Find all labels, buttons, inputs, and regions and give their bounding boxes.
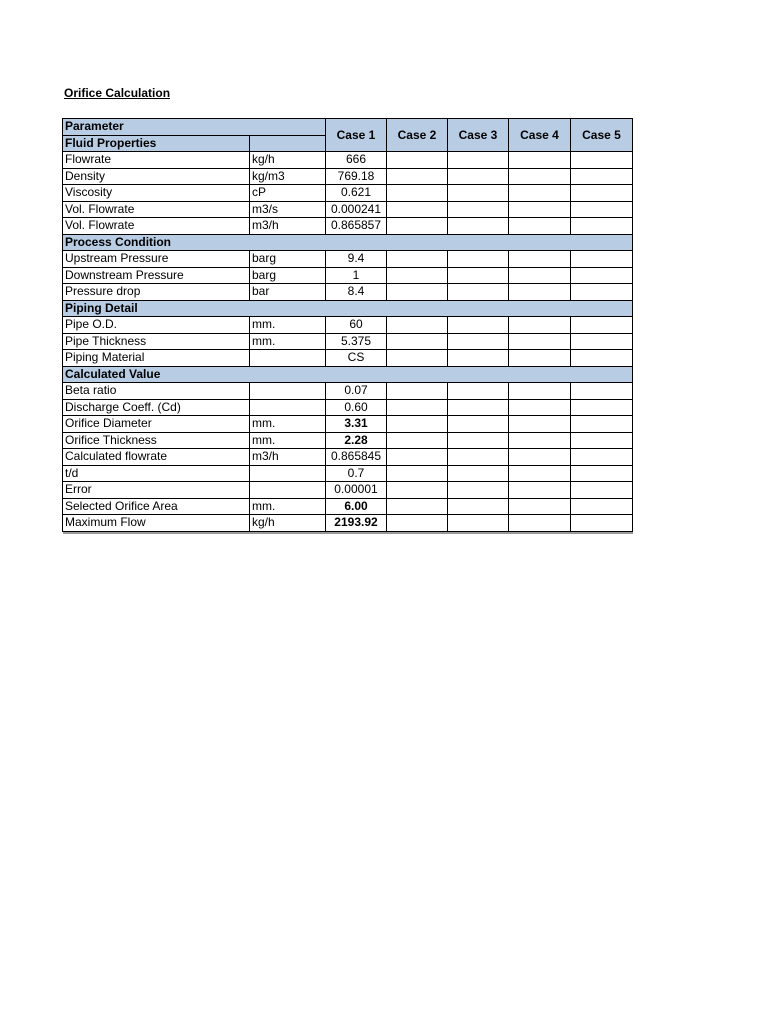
parameter-name: Piping Material (63, 350, 250, 367)
case-1-value: 666 (326, 152, 387, 169)
case-3-value (448, 383, 509, 400)
case-3-value (448, 350, 509, 367)
case-5-value (571, 350, 633, 367)
table-row (63, 333, 633, 350)
case-4-value (509, 333, 571, 350)
case-5-value (571, 449, 633, 466)
parameter-name: Vol. Flowrate (63, 218, 250, 235)
case-2-value (387, 168, 448, 185)
table-row (63, 515, 633, 532)
case-3-value (448, 416, 509, 433)
case-header-5: Case 5 (571, 119, 633, 152)
case-3-value (448, 152, 509, 169)
table-row (63, 432, 633, 449)
case-2-value (387, 432, 448, 449)
case-4-value (509, 317, 571, 334)
table-row (63, 449, 633, 466)
parameter-unit: mm. (250, 333, 326, 350)
case-5-value (571, 251, 633, 268)
case-2-value (387, 152, 448, 169)
case-3-value (448, 201, 509, 218)
case-3-value (448, 515, 509, 532)
parameter-unit: kg/m3 (250, 168, 326, 185)
table-row (63, 482, 633, 499)
case-4-value (509, 482, 571, 499)
case-3-value (448, 218, 509, 235)
case-1-value: 0.00001 (326, 482, 387, 499)
section-label: Fluid Properties (63, 135, 250, 152)
case-3-value (448, 267, 509, 284)
table-row (63, 399, 633, 416)
parameter-unit: kg/h (250, 515, 326, 532)
case-2-value (387, 201, 448, 218)
orifice-calculation-table (62, 118, 633, 532)
document-title: Orifice Calculation (64, 86, 171, 100)
case-1-value: 6.00 (326, 498, 387, 515)
case-4-value (509, 350, 571, 367)
case-3-value (448, 168, 509, 185)
parameter-name: Orifice Diameter (63, 416, 250, 433)
case-5-value (571, 399, 633, 416)
parameter-unit: bar (250, 284, 326, 301)
case-3-value (448, 465, 509, 482)
parameter-header: Parameter (63, 119, 326, 136)
section-row (63, 300, 633, 317)
case-header-1: Case 1 (326, 119, 387, 152)
parameter-unit: barg (250, 251, 326, 268)
case-5-value (571, 284, 633, 301)
table-row (63, 218, 633, 235)
parameter-unit: mm. (250, 498, 326, 515)
case-1-value: 0.621 (326, 185, 387, 202)
table-row (63, 416, 633, 433)
table-row (63, 152, 633, 169)
table-row (63, 284, 633, 301)
case-2-value (387, 267, 448, 284)
case-4-value (509, 383, 571, 400)
section-row (63, 234, 633, 251)
case-4-value (509, 251, 571, 268)
parameter-name: Upstream Pressure (63, 251, 250, 268)
parameter-name: Beta ratio (63, 383, 250, 400)
spreadsheet-area (62, 118, 632, 532)
parameter-unit: m3/h (250, 218, 326, 235)
case-1-value: 2.28 (326, 432, 387, 449)
case-4-value (509, 399, 571, 416)
case-3-value (448, 399, 509, 416)
case-4-value (509, 185, 571, 202)
section-label: Process Condition (63, 234, 633, 251)
case-4-value (509, 218, 571, 235)
section-label: Piping Detail (63, 300, 633, 317)
table-row (63, 267, 633, 284)
section-label: Calculated Value (63, 366, 633, 383)
case-3-value (448, 317, 509, 334)
parameter-name: Density (63, 168, 250, 185)
case-2-value (387, 350, 448, 367)
parameter-name: Vol. Flowrate (63, 201, 250, 218)
case-3-value (448, 432, 509, 449)
case-2-value (387, 465, 448, 482)
case-1-value: 2193.92 (326, 515, 387, 532)
case-1-value: 0.865845 (326, 449, 387, 466)
parameter-unit: cP (250, 185, 326, 202)
parameter-unit: mm. (250, 416, 326, 433)
case-2-value (387, 515, 448, 532)
case-1-value: 60 (326, 317, 387, 334)
case-5-value (571, 465, 633, 482)
case-5-value (571, 416, 633, 433)
case-1-value: 0.000241 (326, 201, 387, 218)
section-row (63, 366, 633, 383)
case-5-value (571, 515, 633, 532)
case-3-value (448, 449, 509, 466)
table-row (63, 465, 633, 482)
case-5-value (571, 152, 633, 169)
case-2-value (387, 218, 448, 235)
case-5-value (571, 317, 633, 334)
parameter-unit: m3/h (250, 449, 326, 466)
case-5-value (571, 333, 633, 350)
case-2-value (387, 399, 448, 416)
table-row (63, 350, 633, 367)
parameter-name: Pipe O.D. (63, 317, 250, 334)
table-row (63, 251, 633, 268)
case-4-value (509, 168, 571, 185)
parameter-name: Pipe Thickness (63, 333, 250, 350)
case-3-value (448, 333, 509, 350)
case-4-value (509, 284, 571, 301)
case-4-value (509, 498, 571, 515)
case-1-value: 9.4 (326, 251, 387, 268)
case-3-value (448, 251, 509, 268)
header-row (63, 119, 633, 136)
parameter-name: Calculated flowrate (63, 449, 250, 466)
case-header-2: Case 2 (387, 119, 448, 152)
case-2-value (387, 449, 448, 466)
table-row (63, 168, 633, 185)
section-unit-cell (250, 135, 326, 152)
parameter-unit: kg/h (250, 152, 326, 169)
case-1-value: 0.7 (326, 465, 387, 482)
case-4-value (509, 465, 571, 482)
case-1-value: 1 (326, 267, 387, 284)
case-3-value (448, 185, 509, 202)
case-2-value (387, 416, 448, 433)
case-5-value (571, 383, 633, 400)
table-row (63, 317, 633, 334)
case-5-value (571, 267, 633, 284)
parameter-name: Downstream Pressure (63, 267, 250, 284)
table-row (63, 383, 633, 400)
parameter-unit: barg (250, 267, 326, 284)
case-1-value: 8.4 (326, 284, 387, 301)
case-3-value (448, 284, 509, 301)
table-row (63, 498, 633, 515)
case-5-value (571, 168, 633, 185)
case-2-value (387, 251, 448, 268)
parameter-unit: m3/s (250, 201, 326, 218)
parameter-name: Selected Orifice Area (63, 498, 250, 515)
parameter-unit (250, 482, 326, 499)
case-2-value (387, 482, 448, 499)
case-1-value: 769.18 (326, 168, 387, 185)
case-5-value (571, 218, 633, 235)
case-5-value (571, 482, 633, 499)
parameter-unit: mm. (250, 317, 326, 334)
case-3-value (448, 498, 509, 515)
parameter-unit (250, 350, 326, 367)
case-4-value (509, 449, 571, 466)
case-2-value (387, 383, 448, 400)
case-1-value: 0.865857 (326, 218, 387, 235)
parameter-name: Pressure drop (63, 284, 250, 301)
case-4-value (509, 416, 571, 433)
case-5-value (571, 498, 633, 515)
case-2-value (387, 498, 448, 515)
case-2-value (387, 317, 448, 334)
parameter-unit (250, 383, 326, 400)
parameter-unit: mm. (250, 432, 326, 449)
table-row (63, 201, 633, 218)
parameter-name: Orifice Thickness (63, 432, 250, 449)
case-1-value: 3.31 (326, 416, 387, 433)
case-5-value (571, 185, 633, 202)
parameter-name: Flowrate (63, 152, 250, 169)
case-1-value: 5.375 (326, 333, 387, 350)
case-1-value: 0.07 (326, 383, 387, 400)
parameter-name: Maximum Flow (63, 515, 250, 532)
case-4-value (509, 152, 571, 169)
parameter-unit (250, 399, 326, 416)
parameter-unit (250, 465, 326, 482)
case-5-value (571, 432, 633, 449)
case-2-value (387, 284, 448, 301)
parameter-name: Discharge Coeff. (Cd) (63, 399, 250, 416)
case-1-value: 0.60 (326, 399, 387, 416)
case-4-value (509, 515, 571, 532)
parameter-name: t/d (63, 465, 250, 482)
table-row (63, 185, 633, 202)
parameter-name: Error (63, 482, 250, 499)
parameter-name: Viscosity (63, 185, 250, 202)
case-header-3: Case 3 (448, 119, 509, 152)
case-header-4: Case 4 (509, 119, 571, 152)
table-body (63, 119, 633, 532)
case-2-value (387, 185, 448, 202)
case-1-value: CS (326, 350, 387, 367)
case-4-value (509, 432, 571, 449)
case-2-value (387, 333, 448, 350)
case-4-value (509, 201, 571, 218)
case-4-value (509, 267, 571, 284)
case-3-value (448, 482, 509, 499)
case-5-value (571, 201, 633, 218)
